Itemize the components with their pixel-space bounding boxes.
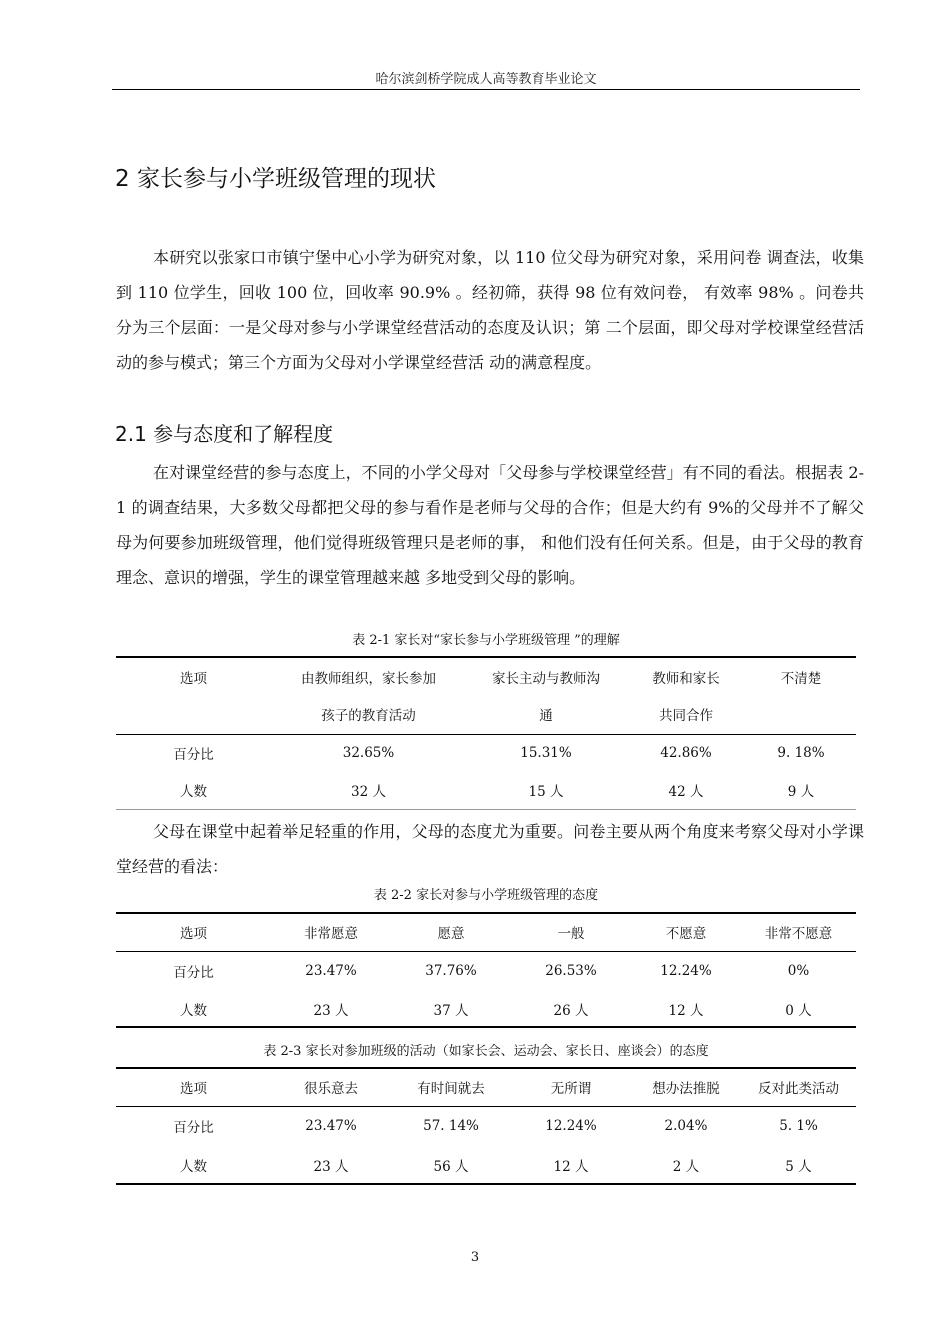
table-cell: 9 人 — [787, 784, 815, 801]
table-cell: 23.47% — [305, 963, 357, 980]
header-cell: 一般 — [511, 913, 631, 951]
table-cell: 9. 18% — [777, 745, 825, 762]
table-cell: 26 人 — [553, 1002, 589, 1019]
table-cell: 5. 1% — [779, 1118, 818, 1135]
paragraph-attitude: 在对课堂经营的参与态度上，不同的小学父母对「父母参与学校课堂经营」有不同的看法。根据表 2-1 的调查结果，大多数父母都把父母的参与看作是老师与父母的合作；但是大约有 9%的父母并不了解父母为何要参加班级管理，他们觉得班级管理只是老师的事， 和他们没有任何关系。但是，由于父母的教育理念、意识的增强，学生的课堂管理越来越 多地受到父母的影响。 — [116, 463, 864, 587]
table-header-row — [116, 913, 856, 951]
table-cell: 26.53% — [545, 963, 597, 980]
paragraph-transition: 父母在课堂中起着举足轻重的作用，父母的态度尤为重要。问卷主要从两个角度来考察父母对小学课堂经营的看法： — [116, 822, 864, 876]
table-cell: 23.47% — [305, 1118, 357, 1135]
header-cell: 非常不愿意 — [741, 913, 856, 951]
header-cell: 有时间就去 — [391, 1068, 511, 1106]
table-header-row — [116, 695, 856, 734]
table-cell: 5 人 — [785, 1158, 812, 1175]
table-row — [116, 734, 856, 772]
table-cell: 23 人 — [313, 1002, 349, 1019]
table-cell: 百分比 — [173, 965, 214, 982]
table-cell: 42 人 — [668, 784, 704, 801]
header-cell: 愿意 — [391, 913, 511, 951]
table-cell: 人数 — [180, 1002, 207, 1019]
paragraph-intro: 本研究以张家口市镇宁堡中心小学为研究对象，以 110 位父母为研究对象，采用问卷 调查法，收集到 110 位学生，回收 100 位，回收率 90.9% 。经初筛，获得 98 位有效问卷， 有效率 98% 。问卷共分为三个层面：一是父母对参与小学课堂经营活动的态度及认识；第 二个层面，即父母对学校课堂经营活动的参与模式；第三个方面为父母对小学课堂经营活 动的满意程度。 — [116, 248, 864, 372]
page-number: 3 — [470, 1250, 480, 1265]
header-cell: 非常愿意 — [271, 913, 391, 951]
table-cell: 37.76% — [425, 963, 477, 980]
header-cell: 很乐意去 — [271, 1068, 391, 1106]
table-cell: 32 人 — [351, 784, 386, 801]
table-cell: 0 人 — [785, 1002, 812, 1019]
header-cell: 不愿意 — [631, 913, 741, 951]
table-2-2 — [116, 912, 856, 1028]
header-cell: 选项 — [180, 670, 207, 687]
header-cell: 无所谓 — [511, 1068, 631, 1106]
table-cell: 百分比 — [173, 1120, 214, 1137]
header-cell: 家长主动与教师沟 — [492, 670, 600, 687]
table-row — [116, 772, 856, 809]
table-cell: 15 人 — [528, 784, 564, 801]
header-rule — [112, 89, 860, 90]
table-cell: 56 人 — [433, 1158, 469, 1175]
table-cell: 12 人 — [668, 1002, 704, 1019]
table-cell: 23 人 — [313, 1158, 349, 1175]
table-2-3 — [116, 1067, 856, 1185]
table-cell: 32.65% — [342, 745, 395, 762]
header-cell: 通 — [466, 695, 626, 734]
table-row — [116, 951, 856, 991]
table-header-row — [116, 1068, 856, 1106]
table-cell: 0% — [787, 963, 810, 980]
table-cell: 37 人 — [433, 1002, 469, 1019]
table-2-3-caption: 表 2-3 家长对参加班级的活动（如家长会、运动会、家长日、座谈会）的态度 — [263, 1044, 709, 1059]
table-cell: 人数 — [180, 784, 207, 801]
table-header-row — [116, 657, 856, 695]
running-header: 哈尔滨剑桥学院成人高等教育毕业论文 — [375, 72, 597, 87]
subsection-title: 2.1 参与态度和了解程度 — [115, 422, 334, 446]
table-cell: 百分比 — [173, 747, 214, 764]
table-row — [116, 991, 856, 1027]
header-cell: 孩子的教育活动 — [271, 695, 466, 734]
table-cell: 57. 14% — [423, 1118, 479, 1135]
table-cell: 12 人 — [553, 1158, 589, 1175]
header-cell: 不清楚 — [780, 670, 822, 687]
table-2-1-caption: 表 2-1 家长对“家长参与小学班级管理 ”的理解 — [352, 633, 620, 648]
table-cell: 人数 — [180, 1158, 207, 1175]
header-cell: 由教师组织，家长参加 — [301, 670, 436, 687]
header-cell: 反对此类活动 — [741, 1068, 856, 1106]
table-cell: 12.24% — [660, 963, 712, 980]
header-cell: 想办法推脱 — [631, 1068, 741, 1106]
table-cell: 42.86% — [660, 745, 712, 762]
table-row — [116, 1106, 856, 1146]
table-2-2-caption: 表 2-2 家长对参与小学班级管理的态度 — [373, 888, 599, 903]
table-cell: 12.24% — [545, 1118, 597, 1135]
header-cell: 共同合作 — [626, 695, 746, 734]
table-cell: 2 人 — [672, 1158, 700, 1175]
section-title: 2 家长参与小学班级管理的现状 — [115, 166, 436, 192]
table-cell: 2.04% — [664, 1118, 708, 1135]
header-cell: 选项 — [116, 1068, 271, 1106]
header-cell: 教师和家长 — [652, 670, 720, 687]
table-row — [116, 1146, 856, 1184]
header-cell: 选项 — [116, 913, 271, 951]
table-2-1 — [116, 656, 856, 810]
table-cell: 15.31% — [520, 745, 572, 762]
